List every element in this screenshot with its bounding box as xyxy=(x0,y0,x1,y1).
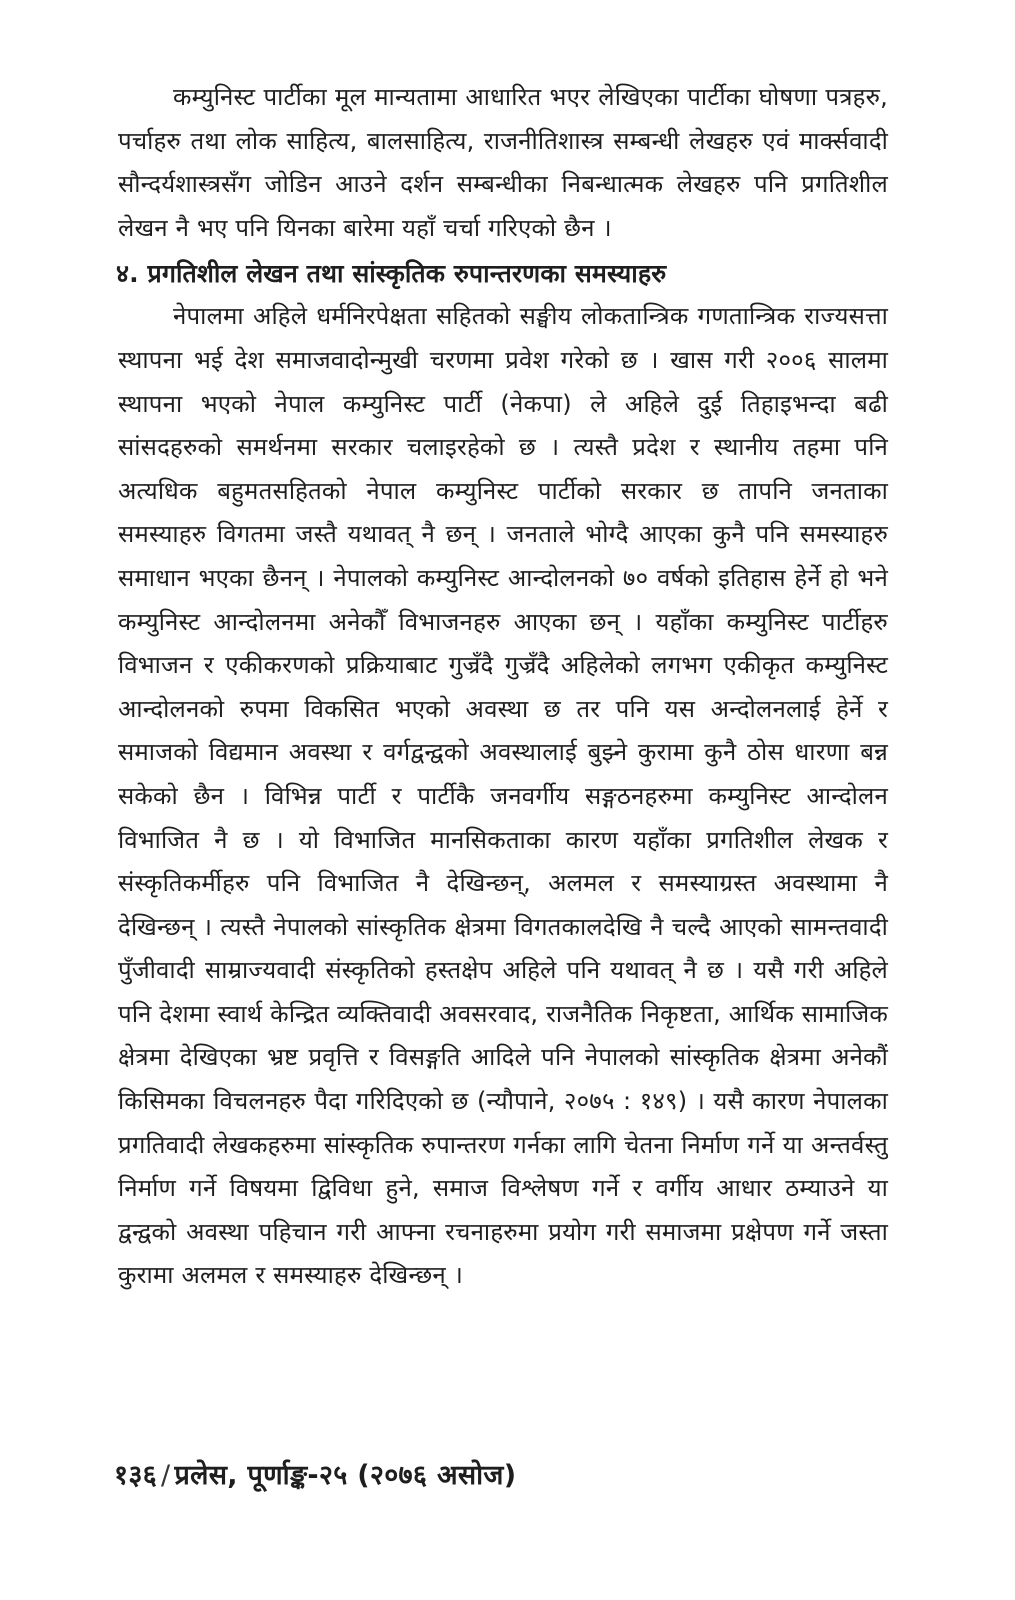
page-body xyxy=(118,76,888,1298)
footer-separator: / xyxy=(161,1460,171,1491)
page-footer xyxy=(114,1455,516,1492)
publication-title: प्रलेस, पूर्णाङ्क-२५ (२०७६ असोज) xyxy=(174,1460,517,1491)
intro-paragraph: कम्युनिस्ट पार्टीका मूल मान्यतामा आधारित भएर लेखिएका पार्टीका घोषणा पत्रहरु, पर्चाहरु तथा लोक साहित्य, बालसाहित्य, राजनीतिशास्त्र सम्बन्धी लेखहरु एवं मार्क्सवादी सौन्दर्यशास्त्रसँग जोडिन आउने दर्शन सम्बन्धीका निबन्धात्मक लेखहरु पनि प्रगतिशील लेखन नै भए पनि यिनका बारेमा यहाँ चर्चा गरिएको छैन । xyxy=(118,83,888,242)
section-heading: ४. प्रगतिशील लेखन तथा सांस्कृतिक रुपान्तरणका समस्याहरु xyxy=(116,259,667,289)
page-number: १३६ xyxy=(114,1460,158,1491)
body-paragraph: नेपालमा अहिले धर्मनिरपेक्षता सहितको सङ्घीय लोकतान्त्रिक गणतान्त्रिक राज्यसत्ता स्थापना भई देश समाजवादोन्मुखी चरणमा प्रवेश गरेको छ । खास गरी २००६ सालमा स्थापना भएको नेपाल कम्युनिस्ट पार्टी (नेकपा) ले अहिले दुई तिहाइभन्दा बढी सांसदहरुको समर्थनमा सरकार चलाइरहेको छ । त्यस्तै प्रदेश र स्थानीय तहमा पनि अत्यधिक बहुमतसहितको नेपाल कम्युनिस्ट पार्टीको सरकार छ तापनि जनताका समस्याहरु विगतमा जस्तै यथावत् नै छन् । जनताले भोग्दै आएका कुनै पनि समस्याहरु समाधान भएका छैनन् । नेपालको कम्युनिस्ट आन्दोलनको ७० वर्षको इतिहास हेर्ने हो भने कम्युनिस्ट आन्दोलनमा अनेकौँ विभाजनहरु आएका छन् । यहाँका कम्युनिस्ट पार्टीहरु विभाजन र एकीकरणको प्रक्रियाबाट गुज्रँदै गुज्रँदै अहिलेको लगभग एकीकृत कम्युनिस्ट आन्दोलनको रुपमा विकसित भएको अवस्था छ तर पनि यस अन्दोलनलाई हेर्ने र समाजको विद्यमान अवस्था र वर्गद्वन्द्वको अवस्थालाई बुझ्ने कुरामा कुनै ठोस धारणा बन्न सकेको छैन । विभिन्न पार्टी र पार्टीकै जनवर्गीय सङ्गठनहरुमा कम्युनिस्ट आन्दोलन विभाजित नै छ । यो विभाजित मानसिकताका कारण यहाँका प्रगतिशील लेखक र संस्कृतिकर्मीहरु पनि विभाजित नै देखिन्छन्, अलमल र समस्याग्रस्त अवस्थामा नै देखिन्छन् । त्यस्तै नेपालको सांस्कृतिक क्षेत्रमा विगतकालदेखि नै चल्दै आएको सामन्तवादी पुँजीवादी साम्राज्यवादी संस्कृतिको हस्तक्षेप अहिले पनि यथावत् नै छ । यसै गरी अहिले पनि देशमा स्वार्थ केन्द्रित व्यक्तिवादी अवसरवाद, राजनैतिक निकृष्टता, आर्थिक सामाजिक क्षेत्रमा देखिएका भ्रष्ट प्रवृत्ति र विसङ्गति आदिले पनि नेपालको सांस्कृतिक क्षेत्रमा अनेकौं किसिमका विचलनहरु पैदा गरिदिएको छ (न्यौपाने, २०७५ : १४९) । यसै कारण नेपालका प्रगतिवादी लेखकहरुमा सांस्कृतिक रुपान्तरण गर्नका लागि चेतना निर्माण गर्ने या अन्तर्वस्तु निर्माण गर्ने विषयमा द्विविधा हुने, समाज विश्लेषण गर्ने र वर्गीय आधार ठम्याउने या द्वन्द्वको अवस्था पहिचान गरी आफ्ना रचनाहरुमा प्रयोग गरी समाजमा प्रक्षेपण गर्ने जस्ता कुरामा अलमल र समस्याहरु देखिन्छन् । xyxy=(118,302,888,1290)
